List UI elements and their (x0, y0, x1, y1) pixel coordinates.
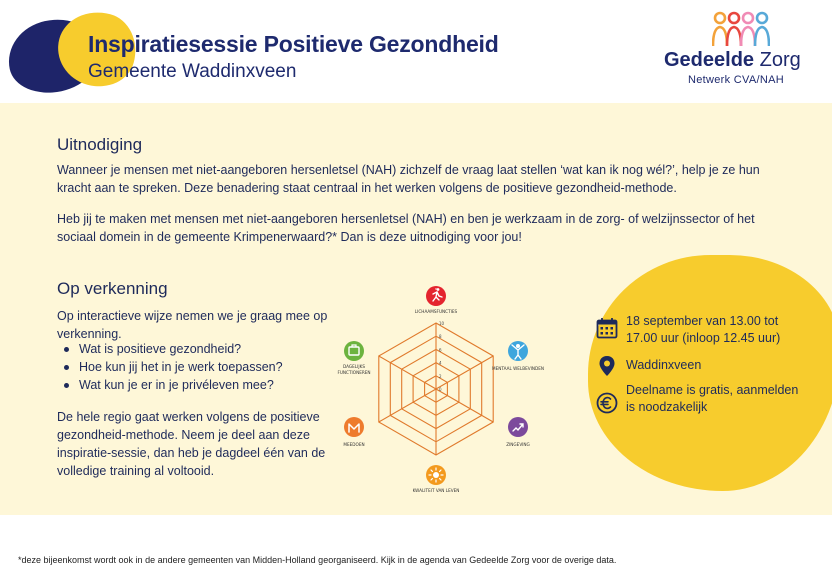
dimension-label: KWALITEIT VAN LEVEN (412, 488, 460, 493)
euro-icon (596, 392, 618, 414)
exploration-paragraph: De hele regio gaat werken volgens de positieve gezondheid-methode. Neem je deel aan deze inspiratie-sessie, dan heb je dagdeel één van de volledige training al voltooid. (57, 410, 326, 478)
exploration-heading: Op verkenning (57, 279, 168, 298)
list-item: Hoe kun jij het in je werk toepassen? (57, 358, 337, 376)
web-scale-label: 8 (439, 334, 442, 340)
event-location-text: Waddinxveen (626, 358, 702, 372)
dimension-label: MENTAAL WELBEVINDEN (491, 366, 544, 371)
page-title: Inspiratiesessie Positieve Gezondheid (88, 31, 499, 57)
dimension-label: MEEDOEN (343, 442, 365, 447)
dimension-label: ZINGEVING (506, 442, 530, 447)
footnote: *deze bijeenkomst wordt ook in de andere gemeenten van Midden-Holland georganiseerd. Kijk in de agenda van Gedeelde Zorg voor de overige data. (18, 555, 617, 565)
dimension-lichaamsfuncties (415, 286, 458, 314)
dimension-mentaal-welbevinden (492, 341, 544, 371)
logo-tagline: Netwerk CVA/NAH (688, 74, 784, 86)
dimension-label: DAGELIJKS (342, 364, 366, 369)
page-subtitle: Gemeente Waddinxveen (88, 61, 297, 82)
content-area (0, 103, 832, 515)
dimension-label: FUNCTIONEREN (337, 370, 371, 375)
event-fee-text: Deelname is gratis, aanmelden is noodzakelijk (626, 383, 799, 414)
list-item: Wat kun je er in je privéleven mee? (57, 376, 337, 394)
invitation-paragraph-2: Heb jij te maken met mensen met niet-aangeboren hersenletsel (NAH) en ben je werkzaam in de zorg- of welzijnssector of het sociaal domein in de gemeente Krimpenerwaard?* Dan is deze uitnodiging voor jou! (57, 212, 755, 244)
web-scale-label: 4 (439, 360, 442, 366)
header (0, 0, 832, 100)
web-scale-label: 2 (439, 373, 442, 379)
exploration-bullet-list (57, 340, 337, 394)
people-logo-icon (712, 10, 770, 50)
spider-web-diagram (328, 279, 544, 501)
web-scale-label: 0 (439, 387, 442, 392)
list-item: Wat is positieve gezondheid? (57, 340, 337, 358)
web-scale-label: 10 (439, 321, 445, 326)
location-pin-icon (596, 355, 618, 377)
web-spoke (379, 389, 436, 422)
dimension-label: LICHAAMSFUNCTIES (414, 309, 458, 314)
dimension-dagelijks-functioneren (337, 341, 370, 375)
logo-name: Gedeelde Zorg (664, 49, 801, 71)
dimension-kwaliteit-van-leven (413, 465, 460, 493)
calendar-icon (596, 317, 618, 339)
web-scale-label: 6 (439, 347, 442, 353)
web-spoke (379, 356, 436, 389)
invitation-heading: Uitnodiging (57, 135, 143, 154)
dimension-meedoen (343, 417, 364, 447)
daily-functioning-icon (344, 341, 364, 361)
event-date-text: 18 september van 13.00 tot 17.00 uur (inloop 12.45 uur) (626, 314, 781, 345)
exploration-intro: Op interactieve wijze nemen we je graag mee op verkenning. (57, 309, 328, 341)
gedeelde-zorg-logo[interactable] (664, 10, 824, 96)
web-spoke (436, 389, 493, 422)
meaning-icon (508, 417, 528, 437)
spider-web-spokes (379, 323, 493, 455)
dimension-zingeving (506, 417, 530, 447)
spider-web-scale (439, 321, 445, 392)
invitation-paragraph-1: Wanneer je mensen met niet-aangeboren hersenletsel (NAH) zichzelf de vraag laat stellen ‘wat kan ik nog wél?’, help je ze hun kracht aan te spreken. Deze benadering staat centraal in het werken volgens de positieve gezondheid-methode. (57, 163, 760, 195)
web-spoke (436, 356, 493, 389)
participation-icon (344, 417, 364, 437)
